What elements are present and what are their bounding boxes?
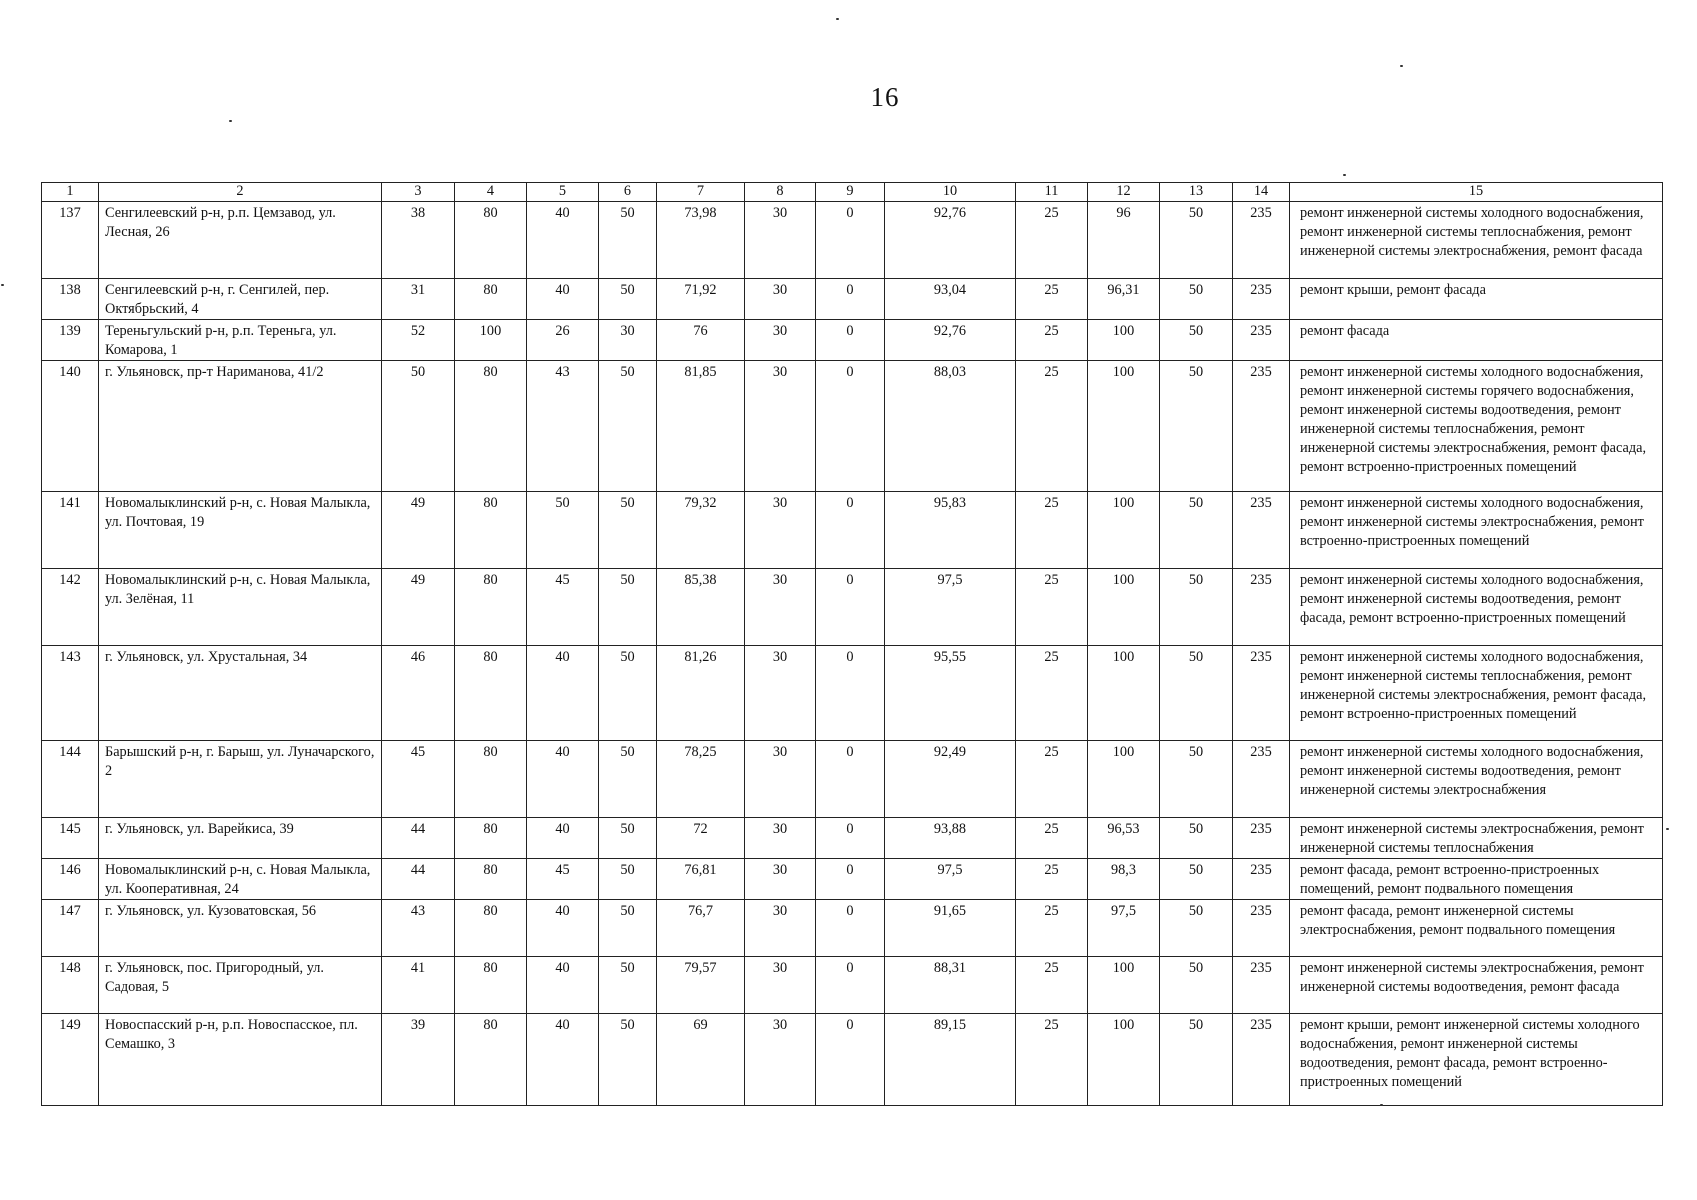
value-cell: 235 <box>1233 320 1290 361</box>
value-cell: 50 <box>1160 900 1233 957</box>
column-header: 1 <box>42 183 99 202</box>
table-row <box>42 818 1663 859</box>
value-cell: 52 <box>382 320 455 361</box>
value-cell: 100 <box>1088 1014 1160 1106</box>
value-cell: 78,25 <box>657 741 745 818</box>
value-cell: 50 <box>599 279 657 320</box>
address-cell: Новомалыклинский р-н, с. Новая Малыкла, ул. Почтовая, 19 <box>99 492 382 569</box>
row-number-cell: 149 <box>42 1014 99 1106</box>
row-number-cell: 146 <box>42 859 99 900</box>
value-cell: 50 <box>1160 569 1233 646</box>
value-cell: 80 <box>455 1014 527 1106</box>
value-cell: 95,55 <box>885 646 1016 741</box>
value-cell: 92,76 <box>885 320 1016 361</box>
value-cell: 25 <box>1016 741 1088 818</box>
table-header <box>42 183 1663 202</box>
table-row <box>42 900 1663 957</box>
value-cell: 40 <box>527 202 599 279</box>
value-cell: 80 <box>455 741 527 818</box>
value-cell: 235 <box>1233 818 1290 859</box>
table-row <box>42 1014 1663 1106</box>
works-cell: ремонт инженерной системы холодного водоснабжения, ремонт инженерной системы горячего водоснабжения, ремонт инженерной системы водоотведения, ремонт инженерной системы теплоснабжения, ремонт инженерной системы электроснабжения, ремонт фасада, ремонт встроенно-пристроенных помещений <box>1290 361 1663 492</box>
column-header: 2 <box>99 183 382 202</box>
address-cell: Сенгилеевский р-н, г. Сенгилей, пер. Октябрьский, 4 <box>99 279 382 320</box>
value-cell: 40 <box>527 279 599 320</box>
value-cell: 25 <box>1016 1014 1088 1106</box>
value-cell: 30 <box>745 1014 816 1106</box>
works-cell: ремонт инженерной системы электроснабжения, ремонт инженерной системы водоотведения, ремонт фасада <box>1290 957 1663 1014</box>
value-cell: 235 <box>1233 741 1290 818</box>
value-cell: 25 <box>1016 818 1088 859</box>
value-cell: 0 <box>816 569 885 646</box>
value-cell: 0 <box>816 492 885 569</box>
address-cell: Тереньгульский р-н, р.п. Тереньга, ул. Комарова, 1 <box>99 320 382 361</box>
value-cell: 92,49 <box>885 741 1016 818</box>
value-cell: 50 <box>599 741 657 818</box>
value-cell: 46 <box>382 646 455 741</box>
column-header: 9 <box>816 183 885 202</box>
value-cell: 81,26 <box>657 646 745 741</box>
value-cell: 80 <box>455 900 527 957</box>
table-row <box>42 279 1663 320</box>
value-cell: 25 <box>1016 361 1088 492</box>
value-cell: 0 <box>816 361 885 492</box>
value-cell: 25 <box>1016 202 1088 279</box>
table-row <box>42 859 1663 900</box>
table-row <box>42 202 1663 279</box>
value-cell: 50 <box>599 646 657 741</box>
column-header: 15 <box>1290 183 1663 202</box>
value-cell: 235 <box>1233 957 1290 1014</box>
column-header: 13 <box>1160 183 1233 202</box>
value-cell: 25 <box>1016 320 1088 361</box>
value-cell: 100 <box>1088 361 1160 492</box>
value-cell: 30 <box>745 279 816 320</box>
value-cell: 76 <box>657 320 745 361</box>
value-cell: 50 <box>599 361 657 492</box>
value-cell: 50 <box>382 361 455 492</box>
address-cell: г. Ульяновск, пр-т Нариманова, 41/2 <box>99 361 382 492</box>
value-cell: 79,32 <box>657 492 745 569</box>
value-cell: 49 <box>382 492 455 569</box>
value-cell: 25 <box>1016 492 1088 569</box>
value-cell: 80 <box>455 818 527 859</box>
value-cell: 93,04 <box>885 279 1016 320</box>
value-cell: 88,31 <box>885 957 1016 1014</box>
table-row <box>42 741 1663 818</box>
value-cell: 235 <box>1233 900 1290 957</box>
value-cell: 76,7 <box>657 900 745 957</box>
value-cell: 45 <box>527 859 599 900</box>
value-cell: 30 <box>745 646 816 741</box>
value-cell: 100 <box>1088 492 1160 569</box>
value-cell: 30 <box>599 320 657 361</box>
value-cell: 97,5 <box>1088 900 1160 957</box>
value-cell: 50 <box>599 1014 657 1106</box>
row-number-cell: 143 <box>42 646 99 741</box>
column-header: 10 <box>885 183 1016 202</box>
value-cell: 43 <box>382 900 455 957</box>
value-cell: 0 <box>816 957 885 1014</box>
value-cell: 30 <box>745 492 816 569</box>
value-cell: 0 <box>816 818 885 859</box>
value-cell: 235 <box>1233 646 1290 741</box>
column-header: 3 <box>382 183 455 202</box>
works-cell: ремонт инженерной системы электроснабжения, ремонт инженерной системы теплоснабжения <box>1290 818 1663 859</box>
value-cell: 235 <box>1233 492 1290 569</box>
column-header: 14 <box>1233 183 1290 202</box>
table-row <box>42 492 1663 569</box>
value-cell: 30 <box>745 741 816 818</box>
works-cell: ремонт инженерной системы холодного водоснабжения, ремонт инженерной системы теплоснабжения, ремонт инженерной системы электроснабжения, ремонт фасада, ремонт встроенно-пристроенных помещений <box>1290 646 1663 741</box>
value-cell: 80 <box>455 279 527 320</box>
value-cell: 30 <box>745 859 816 900</box>
value-cell: 40 <box>527 741 599 818</box>
value-cell: 79,57 <box>657 957 745 1014</box>
address-cell: г. Ульяновск, пос. Пригородный, ул. Садовая, 5 <box>99 957 382 1014</box>
value-cell: 0 <box>816 279 885 320</box>
value-cell: 50 <box>599 202 657 279</box>
value-cell: 235 <box>1233 569 1290 646</box>
value-cell: 30 <box>745 202 816 279</box>
value-cell: 40 <box>527 957 599 1014</box>
value-cell: 30 <box>745 818 816 859</box>
value-cell: 50 <box>1160 741 1233 818</box>
value-cell: 0 <box>816 900 885 957</box>
column-header: 8 <box>745 183 816 202</box>
works-cell: ремонт инженерной системы холодного водоснабжения, ремонт инженерной системы водоотведения, ремонт фасада, ремонт встроенно-пристроенных помещений <box>1290 569 1663 646</box>
value-cell: 0 <box>816 202 885 279</box>
value-cell: 0 <box>816 646 885 741</box>
value-cell: 80 <box>455 202 527 279</box>
value-cell: 50 <box>599 900 657 957</box>
value-cell: 96,31 <box>1088 279 1160 320</box>
value-cell: 81,85 <box>657 361 745 492</box>
row-number-cell: 148 <box>42 957 99 1014</box>
value-cell: 50 <box>527 492 599 569</box>
value-cell: 50 <box>599 818 657 859</box>
repair-table <box>41 182 1663 1106</box>
column-header: 11 <box>1016 183 1088 202</box>
value-cell: 235 <box>1233 1014 1290 1106</box>
value-cell: 43 <box>527 361 599 492</box>
row-number-cell: 147 <box>42 900 99 957</box>
value-cell: 85,38 <box>657 569 745 646</box>
table-row <box>42 569 1663 646</box>
value-cell: 71,92 <box>657 279 745 320</box>
value-cell: 50 <box>1160 818 1233 859</box>
value-cell: 235 <box>1233 279 1290 320</box>
address-cell: Новомалыклинский р-н, с. Новая Малыкла, ул. Кооперативная, 24 <box>99 859 382 900</box>
value-cell: 88,03 <box>885 361 1016 492</box>
value-cell: 80 <box>455 646 527 741</box>
value-cell: 235 <box>1233 361 1290 492</box>
value-cell: 93,88 <box>885 818 1016 859</box>
address-cell: г. Ульяновск, ул. Варейкиса, 39 <box>99 818 382 859</box>
value-cell: 50 <box>599 859 657 900</box>
column-header: 12 <box>1088 183 1160 202</box>
row-number-cell: 142 <box>42 569 99 646</box>
value-cell: 80 <box>455 361 527 492</box>
value-cell: 0 <box>816 320 885 361</box>
value-cell: 44 <box>382 859 455 900</box>
value-cell: 80 <box>455 492 527 569</box>
value-cell: 45 <box>382 741 455 818</box>
header-row <box>42 183 1663 202</box>
table-row <box>42 646 1663 741</box>
row-number-cell: 140 <box>42 361 99 492</box>
works-cell: ремонт инженерной системы холодного водоснабжения, ремонт инженерной системы теплоснабжения, ремонт инженерной системы электроснабжения, ремонт фасада <box>1290 202 1663 279</box>
value-cell: 30 <box>745 900 816 957</box>
value-cell: 76,81 <box>657 859 745 900</box>
value-cell: 0 <box>816 741 885 818</box>
value-cell: 25 <box>1016 957 1088 1014</box>
works-cell: ремонт крыши, ремонт фасада <box>1290 279 1663 320</box>
value-cell: 30 <box>745 957 816 1014</box>
column-header: 5 <box>527 183 599 202</box>
row-number-cell: 145 <box>42 818 99 859</box>
table-body <box>42 202 1663 1106</box>
row-number-cell: 141 <box>42 492 99 569</box>
table-row <box>42 320 1663 361</box>
value-cell: 50 <box>1160 279 1233 320</box>
value-cell: 25 <box>1016 646 1088 741</box>
value-cell: 38 <box>382 202 455 279</box>
row-number-cell: 144 <box>42 741 99 818</box>
value-cell: 100 <box>455 320 527 361</box>
value-cell: 96 <box>1088 202 1160 279</box>
value-cell: 72 <box>657 818 745 859</box>
value-cell: 40 <box>527 646 599 741</box>
column-header: 4 <box>455 183 527 202</box>
value-cell: 0 <box>816 1014 885 1106</box>
value-cell: 50 <box>1160 1014 1233 1106</box>
works-cell: ремонт фасада, ремонт встроенно-пристроенных помещений, ремонт подвального помещения <box>1290 859 1663 900</box>
works-cell: ремонт инженерной системы холодного водоснабжения, ремонт инженерной системы водоотведения, ремонт инженерной системы электроснабжения <box>1290 741 1663 818</box>
row-number-cell: 138 <box>42 279 99 320</box>
value-cell: 25 <box>1016 859 1088 900</box>
value-cell: 50 <box>599 569 657 646</box>
value-cell: 80 <box>455 569 527 646</box>
value-cell: 89,15 <box>885 1014 1016 1106</box>
value-cell: 45 <box>527 569 599 646</box>
value-cell: 40 <box>527 900 599 957</box>
value-cell: 92,76 <box>885 202 1016 279</box>
page-number: 16 <box>870 82 900 112</box>
value-cell: 100 <box>1088 569 1160 646</box>
value-cell: 80 <box>455 859 527 900</box>
value-cell: 73,98 <box>657 202 745 279</box>
value-cell: 30 <box>745 361 816 492</box>
value-cell: 96,53 <box>1088 818 1160 859</box>
table-row <box>42 957 1663 1014</box>
value-cell: 50 <box>1160 320 1233 361</box>
value-cell: 235 <box>1233 859 1290 900</box>
value-cell: 100 <box>1088 320 1160 361</box>
value-cell: 91,65 <box>885 900 1016 957</box>
value-cell: 39 <box>382 1014 455 1106</box>
value-cell: 50 <box>1160 361 1233 492</box>
value-cell: 31 <box>382 279 455 320</box>
value-cell: 100 <box>1088 646 1160 741</box>
value-cell: 41 <box>382 957 455 1014</box>
value-cell: 25 <box>1016 900 1088 957</box>
address-cell: г. Ульяновск, ул. Кузоватовская, 56 <box>99 900 382 957</box>
value-cell: 50 <box>599 957 657 1014</box>
address-cell: г. Ульяновск, ул. Хрустальная, 34 <box>99 646 382 741</box>
value-cell: 50 <box>1160 859 1233 900</box>
column-header: 6 <box>599 183 657 202</box>
works-cell: ремонт фасада <box>1290 320 1663 361</box>
column-header: 7 <box>657 183 745 202</box>
row-number-cell: 137 <box>42 202 99 279</box>
value-cell: 80 <box>455 957 527 1014</box>
value-cell: 100 <box>1088 957 1160 1014</box>
value-cell: 97,5 <box>885 569 1016 646</box>
value-cell: 30 <box>745 320 816 361</box>
row-number-cell: 139 <box>42 320 99 361</box>
address-cell: Новомалыклинский р-н, с. Новая Малыкла, ул. Зелёная, 11 <box>99 569 382 646</box>
value-cell: 0 <box>816 859 885 900</box>
value-cell: 50 <box>599 492 657 569</box>
value-cell: 69 <box>657 1014 745 1106</box>
table-row <box>42 361 1663 492</box>
value-cell: 49 <box>382 569 455 646</box>
address-cell: Барышский р-н, г. Барыш, ул. Луначарского, 2 <box>99 741 382 818</box>
value-cell: 98,3 <box>1088 859 1160 900</box>
value-cell: 100 <box>1088 741 1160 818</box>
value-cell: 25 <box>1016 279 1088 320</box>
value-cell: 235 <box>1233 202 1290 279</box>
value-cell: 44 <box>382 818 455 859</box>
value-cell: 50 <box>1160 646 1233 741</box>
value-cell: 95,83 <box>885 492 1016 569</box>
value-cell: 50 <box>1160 492 1233 569</box>
value-cell: 50 <box>1160 957 1233 1014</box>
value-cell: 30 <box>745 569 816 646</box>
works-cell: ремонт фасада, ремонт инженерной системы электроснабжения, ремонт подвального помещения <box>1290 900 1663 957</box>
value-cell: 25 <box>1016 569 1088 646</box>
value-cell: 50 <box>1160 202 1233 279</box>
value-cell: 97,5 <box>885 859 1016 900</box>
value-cell: 40 <box>527 1014 599 1106</box>
address-cell: Сенгилеевский р-н, р.п. Цемзавод, ул. Лесная, 26 <box>99 202 382 279</box>
works-cell: ремонт крыши, ремонт инженерной системы холодного водоснабжения, ремонт инженерной системы водоотведения, ремонт фасада, ремонт встроенно-пристроенных помещений <box>1290 1014 1663 1106</box>
value-cell: 26 <box>527 320 599 361</box>
works-cell: ремонт инженерной системы холодного водоснабжения, ремонт инженерной системы электроснабжения, ремонт встроенно-пристроенных помещений <box>1290 492 1663 569</box>
address-cell: Новоспасский р-н, р.п. Новоспасское, пл. Семашко, 3 <box>99 1014 382 1106</box>
value-cell: 40 <box>527 818 599 859</box>
